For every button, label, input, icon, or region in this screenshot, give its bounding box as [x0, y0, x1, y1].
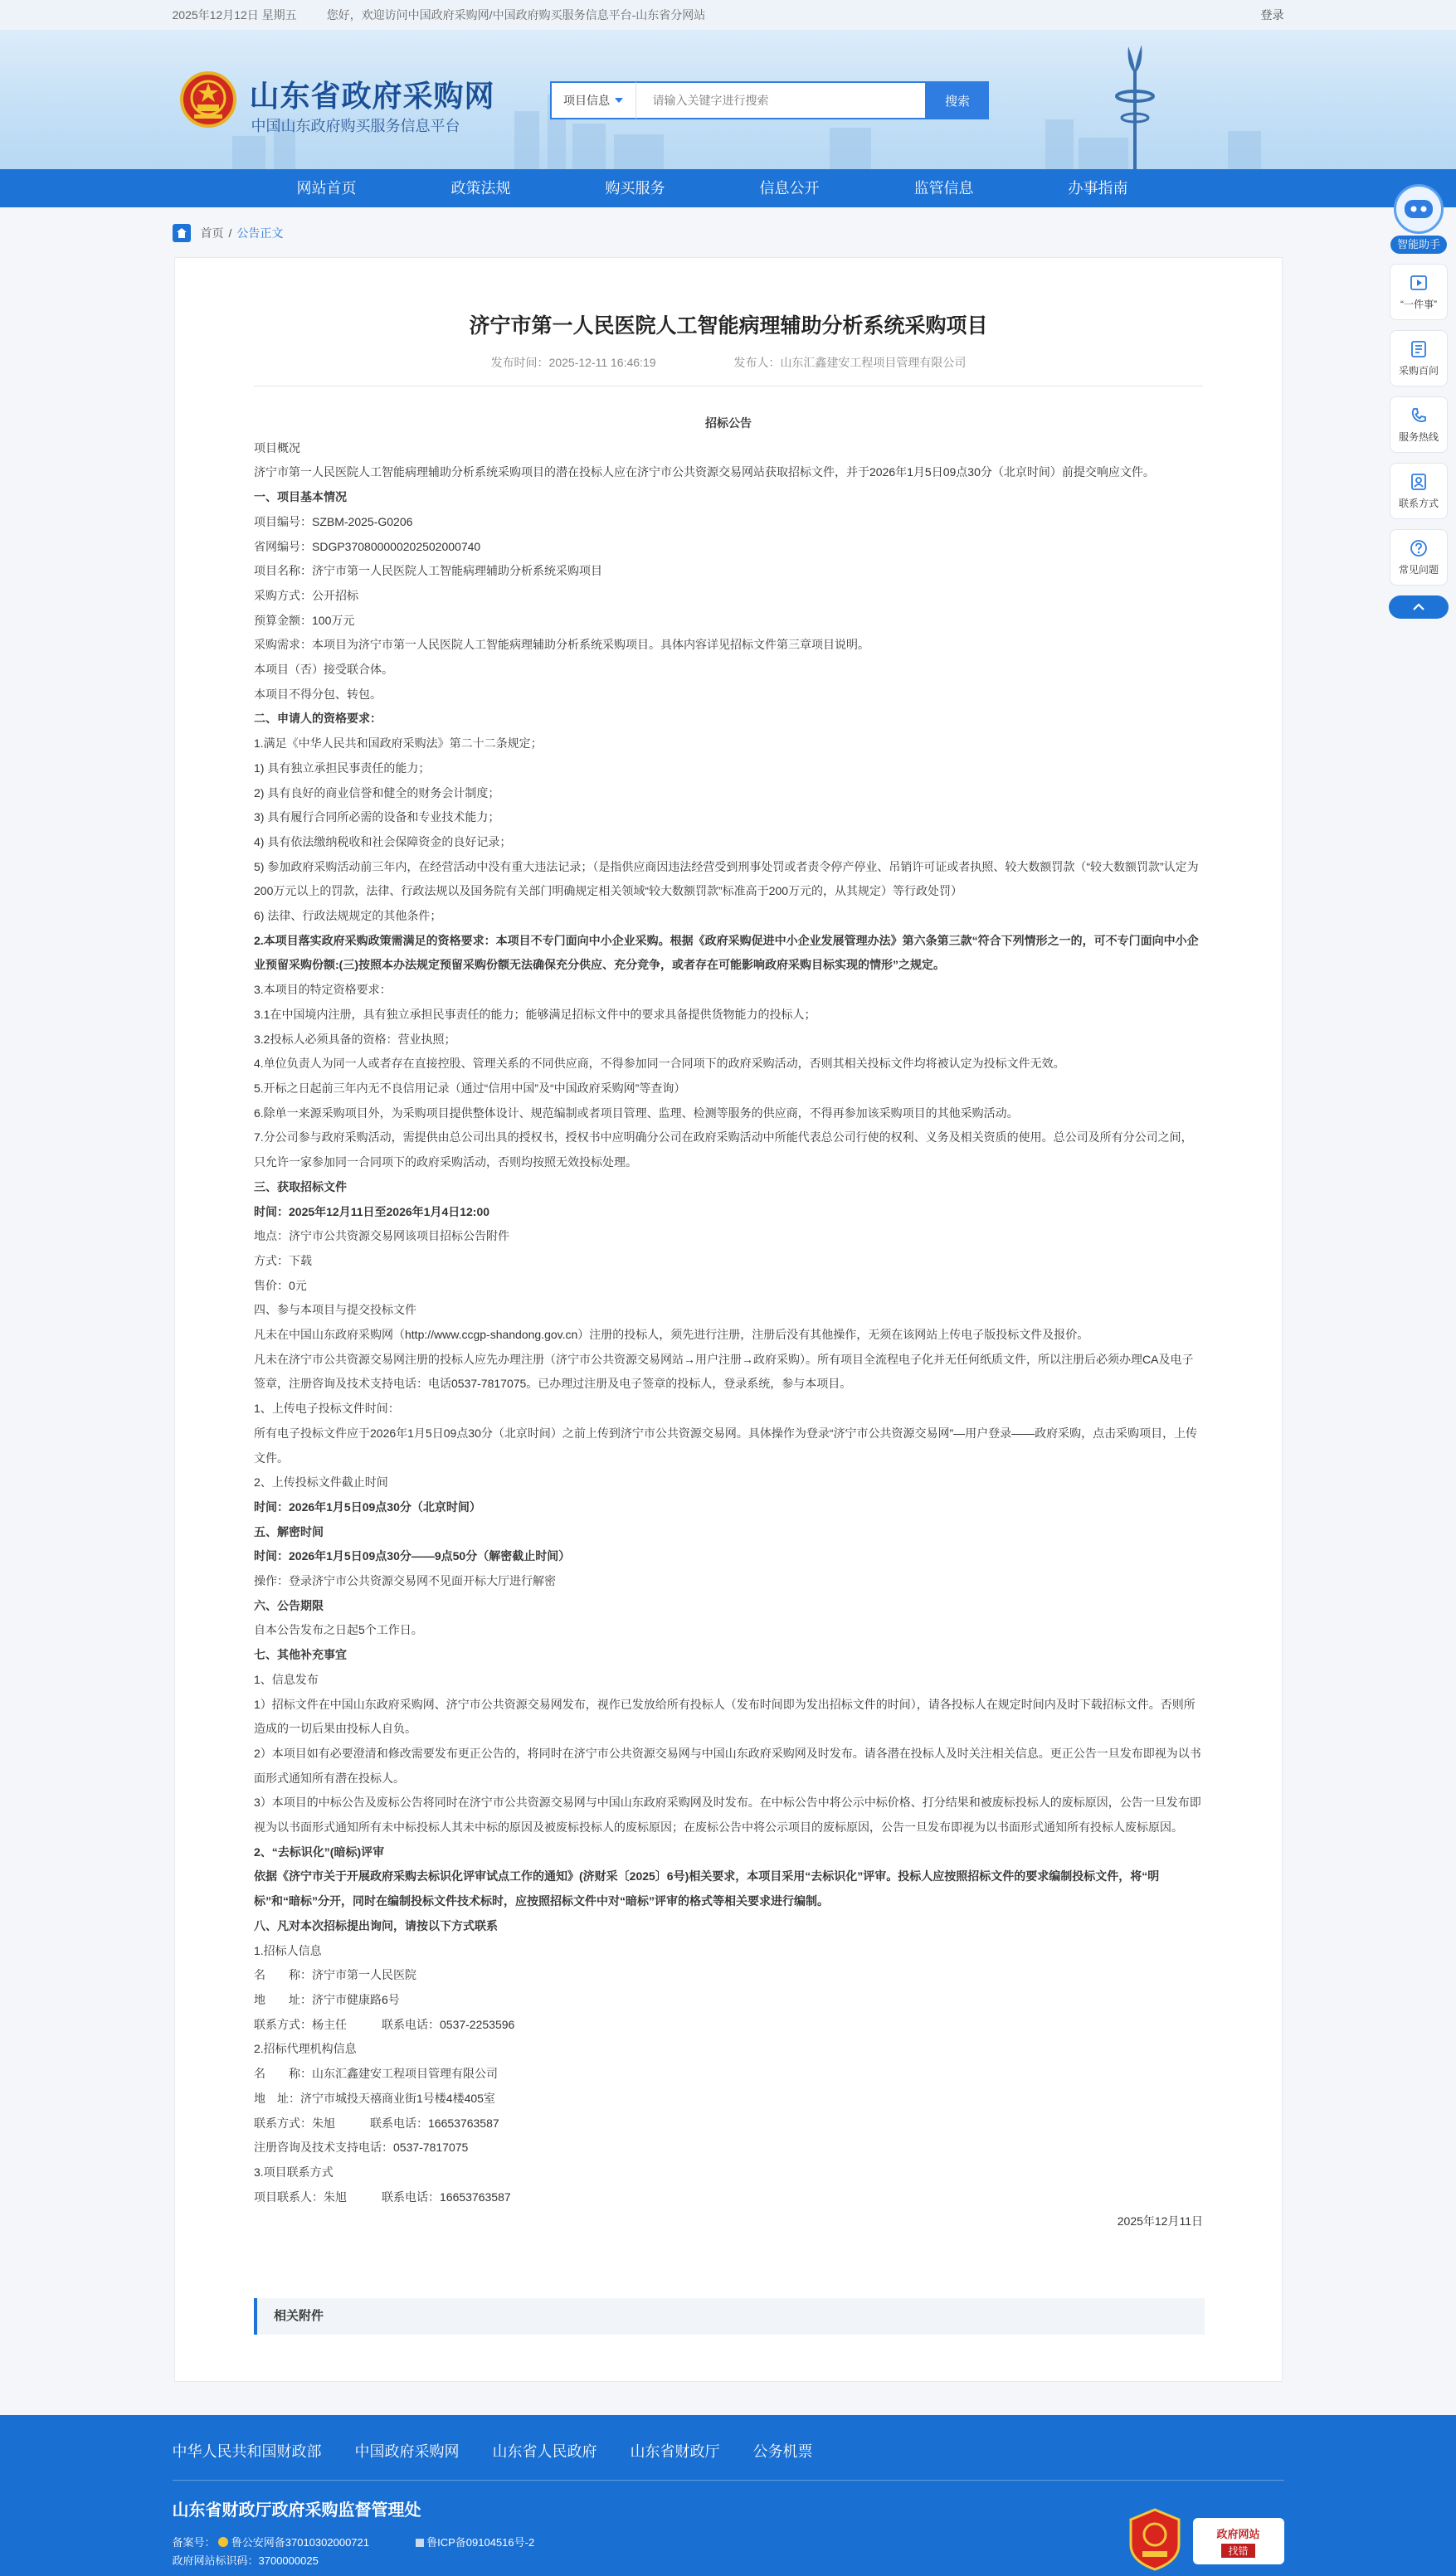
nav-policies[interactable]: 政策法规 — [450, 180, 511, 197]
paragraph: 操作：登录济宁市公共资源交易网不见面开标大厅进行解密 — [254, 1574, 556, 1588]
paragraph: 注册咨询及技术支持电话：0537-7817075 — [254, 2141, 469, 2155]
article-title: 济宁市第一人民医院人工智能病理辅助分析系统采购项目 — [469, 314, 988, 338]
section-heading: 二、申请人的资格要求： — [254, 712, 382, 726]
paragraph: 2) 具有良好的商业信誉和健全的财务会计制度； — [254, 785, 500, 800]
attachments-header: 相关附件 — [254, 2298, 1205, 2335]
paragraph: 联系方式：朱旭 联系电话：16653763587 — [254, 2116, 499, 2130]
paragraph: 5.开标之日起前三年内无不良信用记录（通过“信用中国”及“中国政府采购网”等查询） — [254, 1081, 686, 1095]
side-tool-label: 采购百问 — [1398, 364, 1439, 377]
site-code: 政府网站标识码：3700000025 — [172, 2554, 319, 2567]
paragraph: 1) 具有独立承担民事责任的能力； — [254, 761, 431, 775]
paragraph: 1.招标人信息 — [254, 1943, 322, 1957]
footer-link-ccgp[interactable]: 中国政府采购网 — [354, 2443, 460, 2460]
side-tool-contact[interactable] — [1390, 463, 1448, 519]
paragraph: 省网编号：SDGP370800000202502000740 — [254, 539, 481, 553]
side-tool-one-thing[interactable] — [1390, 264, 1448, 320]
main-nav — [0, 169, 1456, 207]
nav-services[interactable]: 购买服务 — [605, 180, 665, 197]
paragraph: 采购需求：本项目为济宁市第一人民医院人工智能病理辅助分析系统采购项目。具体内容详见招标文件第三章项目说明。 — [254, 638, 869, 652]
paragraph: 3.1在中国境内注册，具有独立承担民事责任的能力；能够满足招标文件中的要求具备提供货物能力的投标人； — [254, 1007, 816, 1021]
site-header — [0, 30, 1456, 169]
paragraph: 1）招标文件在中国山东政府采购网、济宁市公共资源交易网发布，视作已发放给所有投标人（发布时间即为发出招标文件的时间），请各投标人在规定时间内及时下载招标文件。否则所造成的一切后果由投标人自负。 — [254, 1697, 1195, 1736]
party-gov-badge-icon[interactable] — [1127, 2508, 1182, 2571]
paragraph: 地 址：济宁市健康路6号 — [254, 1993, 400, 2006]
footer-org: 山东省财政厅政府采购监督管理处 — [172, 2501, 421, 2520]
section-heading: 六、公告期限 — [254, 1598, 324, 1612]
side-tool-label: “一件事” — [1400, 298, 1437, 310]
police-record[interactable]: 鲁公安网备37010302000721 — [231, 2536, 369, 2549]
play-icon — [1410, 274, 1428, 292]
section-heading: 时间：2026年1月5日09点30分（北京时间） — [254, 1499, 481, 1514]
footer-link-finance-dept[interactable]: 山东省财政厅 — [630, 2443, 720, 2460]
paragraph: 本项目（否）接受联合体。 — [254, 663, 393, 677]
article-meta — [175, 354, 1282, 371]
side-tool-label: 常见问题 — [1398, 563, 1439, 576]
paragraph: 5) 参加政府采购活动前三年内，在经营活动中没有重大违法记录；（是指供应商因违法经营受到刑事处罚或者责令停产停业、吊销许可证或者执照、较大数额罚款（“较大数额罚款”认定为200万元以上的罚款，法律、行政法规以及国务院有关部门明确规定相关领域“较大数额罚款”标准高于200万元的，从其规定）等行政处罚） — [254, 859, 1199, 898]
paragraph: 项目联系人：朱旭 联系电话：16653763587 — [254, 2190, 511, 2204]
robot-icon — [1394, 184, 1444, 234]
article-body — [254, 411, 1203, 2234]
footer-link-shandong-gov[interactable]: 山东省人民政府 — [492, 2443, 597, 2460]
paragraph: 自本公告发布之日起5个工作日。 — [254, 1623, 423, 1637]
paragraph: 1、上传电子投标文件时间： — [254, 1402, 400, 1416]
paragraph: 所有电子投标文件应于2026年1月5日09点30分（北京时间）之前上传到济宁市公共资源交易网。具体操作为登录“济宁市公共资源交易网”—用户登录——政府采购，点击采购项目，上传文件。 — [254, 1426, 1198, 1465]
paragraph: 1.满足《中华人民共和国政府采购法》第二十二条规定； — [254, 736, 543, 751]
paragraph: 3.本项目的特定资格要求： — [254, 983, 392, 997]
paragraph: 预算金额：100万元 — [254, 613, 355, 627]
gov-site-error-report-badge[interactable] — [1193, 2518, 1284, 2564]
footer-records — [172, 2534, 535, 2570]
police-badge-icon — [218, 2537, 228, 2547]
back-to-top-button[interactable] — [1389, 595, 1449, 619]
paragraph: 7.分公司参与政府采购活动，需提供由总公司出具的授权书，授权书中应明确分公司在政府采购活动中所能代表总公司行使的权利、义务及相关资质的使用。总公司及所有分公司之间，只允许一家参加同一合同项下的政府采购活动，否则均按照无效投标处理。 — [254, 1130, 1193, 1169]
breadcrumb-home[interactable]: 首页 — [200, 226, 224, 240]
article-card — [174, 257, 1283, 2382]
side-toolbar — [1389, 184, 1449, 619]
paragraph: 3) 具有履行合同所必需的设备和专业技术能力； — [254, 810, 500, 824]
list-icon — [1410, 340, 1428, 358]
section-heading: 2、“去标识化”(暗标)评审 — [254, 1845, 385, 1859]
paragraph: 6.除单一来源采购项目外，为采购项目提供整体设计、规范编制或者项目管理、监理、检测等服务的供应商，不得再参加该采购项目的其他采购活动。 — [254, 1106, 1019, 1120]
side-tool-hotline[interactable] — [1390, 396, 1448, 453]
icp-record[interactable]: 鲁ICP备09104516号-2 — [426, 2536, 535, 2549]
paragraph: 本项目不得分包、转包。 — [254, 687, 382, 701]
footer-link-air-tickets[interactable]: 公务机票 — [752, 2443, 813, 2460]
search-category-select[interactable] — [550, 81, 635, 119]
footer-links — [173, 2415, 1284, 2462]
breadcrumb-current: 公告正文 — [236, 226, 284, 240]
notice-heading: 招标公告 — [705, 416, 752, 430]
top-bar — [0, 0, 1456, 30]
paragraph: 3.2投标人必须具备的资格：营业执照； — [254, 1032, 456, 1046]
breadcrumb — [173, 207, 1284, 259]
nav-guide[interactable]: 办事指南 — [1068, 180, 1128, 197]
site-footer — [0, 2415, 1456, 2576]
paragraph: 项目编号：SZBM-2025-G0206 — [254, 514, 413, 528]
paragraph: 联系方式：杨主任 联系电话：0537-2253596 — [254, 2017, 515, 2031]
ai-assistant-label: 智能助手 — [1390, 236, 1447, 254]
publish-time: 发布时间：2025-12-11 16:46:19 — [490, 356, 656, 369]
national-emblem-icon — [179, 70, 237, 131]
record-label: 备案号： — [172, 2536, 216, 2549]
paragraph: 1、信息发布 — [254, 1672, 319, 1686]
paragraph: 地点：济宁市公共资源交易网该项目招标公告附件 — [254, 1229, 509, 1243]
tower-landmark-icon — [1108, 38, 1161, 169]
paragraph: 2、上传投标文件截止时间 — [254, 1475, 388, 1490]
section-heading: 五、解密时间 — [254, 1524, 324, 1538]
side-tool-questions[interactable] — [1390, 529, 1448, 586]
paragraph: 4.单位负责人为同一人或者存在直接控股、管理关系的不同供应商，不得参加同一合同项下的政府采购活动，否则其相关投标文件均将被认定为投标文件无效。 — [254, 1057, 1065, 1071]
phone-icon — [1410, 406, 1428, 425]
chevron-down-icon — [615, 98, 623, 103]
icp-badge-icon — [416, 2539, 424, 2547]
section-heading: 依据《济宁市关于开展政府采购去标识化评审试点工作的通知》(济财采〔2025〕6号)相关要求，本项目采用“去标识化”评审。投标人应按照招标文件的要求编制投标文件，将“明标”和“暗标”分开，同时在编制投标文件技术标时，应按照招标文件中对“暗标”评审的格式等相关要求进行编制。 — [254, 1869, 1160, 1908]
breadcrumb-separator: / — [228, 226, 232, 240]
section-heading: 时间：2026年1月5日09点30分——9点50分（解密截止时间） — [254, 1549, 571, 1563]
paragraph: 名 称：山东汇鑫建安工程项目管理有限公司 — [254, 2067, 498, 2081]
nav-home[interactable]: 网站首页 — [296, 180, 357, 197]
search-category-label: 项目信息 — [563, 94, 610, 107]
paragraph: 6) 法律、行政法规规定的其他条件； — [254, 909, 442, 923]
section-heading: 2.本项目落实政府采购政策需满足的资格要求：本项目不专门面向中小企业采购。根据《政府采购促进中小企业发展管理办法》第六条第三款“符合下列情形之一的，可不专门面向中小企业预留采购份额:(三)按照本办法规定预留采购份额无法确保充分供应、充分竞争，或者存在可能影响政府采购目标实现的情形”之规定。 — [254, 933, 1199, 972]
footer-link-mof[interactable]: 中华人民共和国财政部 — [172, 2443, 322, 2460]
paragraph: 四、参与本项目与提交投标文件 — [254, 1303, 416, 1317]
nav-info[interactable]: 信息公开 — [759, 180, 820, 197]
site-title[interactable]: 山东省政府采购网 — [249, 79, 495, 113]
question-icon — [1410, 539, 1428, 557]
paragraph: 2）本项目如有必要澄清和修改需要发布更正公告的，将同时在济宁市公共资源交易网与中国山东政府采购网及时发布。请各潜在投标人及时关注相关信息。更正公告一旦发布即视为以书面形式通知所有潜在投标人。 — [254, 1746, 1201, 1785]
section-heading: 八、凡对本次招标提出询问，请按以下方式联系 — [254, 1918, 498, 1932]
paragraph: 济宁市第一人民医院人工智能病理辅助分析系统采购项目的潜在投标人应在济宁市公共资源交易网站获取招标文件，并于2026年1月5日09点30分（北京时间）前提交响应文件。 — [254, 465, 1155, 479]
section-heading: 七、其他补充事宜 — [254, 1648, 347, 1662]
login-link[interactable]: 登录 — [1260, 8, 1284, 22]
section-heading: 一、项目基本情况 — [254, 490, 347, 504]
nav-supervision[interactable]: 监管信息 — [913, 180, 974, 197]
section-heading: 时间：2025年12月11日至2026年1月4日12:00 — [254, 1204, 490, 1218]
search-input[interactable] — [635, 81, 927, 119]
footer-divider — [173, 2480, 1284, 2481]
chevron-up-icon — [1412, 603, 1425, 611]
paragraph: 项目名称：济宁市第一人民医院人工智能病理辅助分析系统采购项目 — [254, 564, 602, 578]
paragraph: 2.招标代理机构信息 — [254, 2042, 357, 2056]
paragraph: 售价：0元 — [254, 1278, 307, 1292]
contact-icon — [1410, 473, 1428, 491]
site-subtitle: 中国山东政府购买服务信息平台 — [251, 118, 460, 134]
badge-title: 政府网站 — [1216, 2527, 1260, 2540]
side-tool-label: 联系方式 — [1398, 497, 1439, 509]
ai-assistant-button[interactable] — [1389, 184, 1449, 254]
paragraph: 名 称：济宁市第一人民医院 — [254, 1968, 416, 1982]
paragraph: 2025年12月11日 — [1117, 2214, 1203, 2228]
badge-sub: 找错 — [1221, 2544, 1254, 2558]
paragraph: 项目概况 — [254, 440, 300, 454]
paragraph: 3.项目联系方式 — [254, 2165, 334, 2179]
section-heading: 三、获取招标文件 — [254, 1179, 347, 1193]
home-icon[interactable] — [173, 224, 191, 242]
side-tool-faq100[interactable] — [1390, 330, 1448, 386]
search-button[interactable]: 搜索 — [927, 81, 989, 119]
paragraph: 3）本项目的中标公告及废标公告将同时在济宁市公共资源交易网与中国山东政府采购网及时发布。在中标公告中将公示中标价格、打分结果和被废标投标人的废标原因，公告一旦发布即视为以书面形式通知所有未中标投标人其未中标的原因及被废标投标人的废标原因；在废标公告中将公示项目的废标原因，公告一旦发布即视为以书面形式通知所有投标人废标原因。 — [254, 1796, 1201, 1835]
paragraph: 方式：下载 — [254, 1253, 312, 1267]
current-date: 2025年12月12日 星期五 — [172, 8, 297, 22]
paragraph: 4) 具有依法缴纳税收和社会保障资金的良好记录； — [254, 834, 512, 848]
welcome-text: 您好，欢迎访问中国政府采购网/中国政府购买服务信息平台-山东省分网站 — [326, 8, 706, 22]
side-tool-label: 服务热线 — [1398, 430, 1439, 443]
paragraph: 采购方式：公开招标 — [254, 588, 358, 602]
search-bar — [550, 81, 989, 119]
paragraph: 凡未在中国山东政府采购网（http://www.ccgp-shandong.gov.cn）注册的投标人，须先进行注册，注册后没有其他操作，无须在该网站上传电子版投标文件及报价。 — [254, 1328, 1089, 1342]
paragraph: 地 址：济宁市城投天禧商业街1号楼4楼405室 — [254, 2091, 495, 2105]
paragraph: 凡未在济宁市公共资源交易网注册的投标人应先办理注册（济宁市公共资源交易网站→用户注册→政府采购）。所有项目全流程电子化并无任何纸质文件，所以注册后必须办理CA及电子签章，注册咨询及技术支持电话：电话0537-7817075。已办理过注册及电子签章的投标人，登录系统，参与本项目。 — [254, 1352, 1194, 1391]
publisher: 发布人：山东汇鑫建安工程项目管理有限公司 — [733, 356, 967, 369]
